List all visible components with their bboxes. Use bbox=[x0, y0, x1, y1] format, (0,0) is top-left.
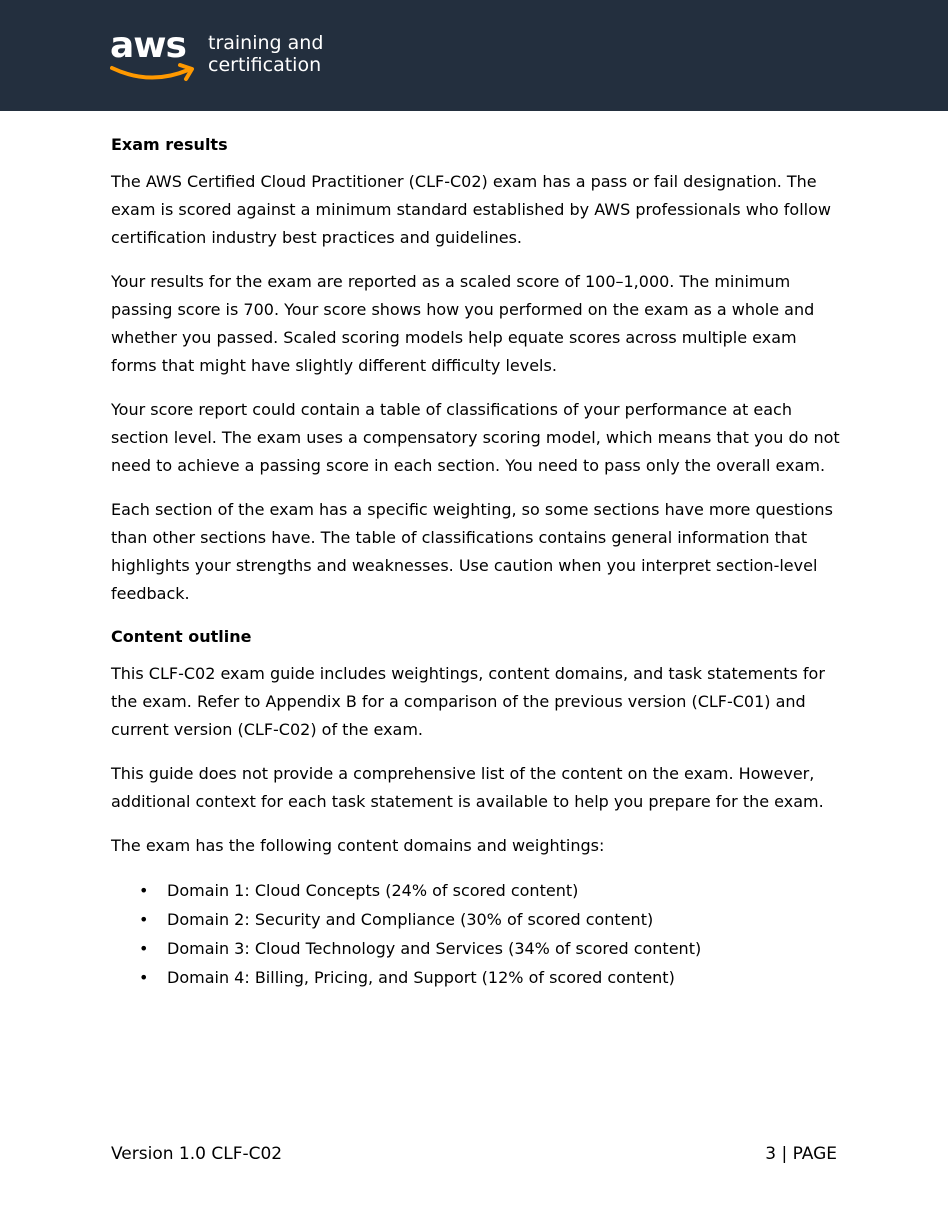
aws-logo-text: aws bbox=[110, 25, 186, 66]
logo-tagline-line1: training and bbox=[208, 32, 324, 54]
exam-results-paragraph: Each section of the exam has a specific weighting, so some sections have more questions than other sections have. The table of classifications contains general information that highlights your strengths and weaknesses. Use caution when you interpret section-level feedback. bbox=[111, 500, 833, 603]
bullet-icon: • bbox=[139, 910, 149, 929]
logo-tagline bbox=[208, 32, 323, 76]
domain-list bbox=[111, 876, 841, 992]
exam-results-paragraph: Your score report could contain a table of classifications of your performance at each section level. The exam uses a compensatory scoring model, which means that you do not need to achieve a passing score in each section. You need to pass only the overall exam. bbox=[111, 400, 840, 475]
bullet-icon: • bbox=[139, 881, 149, 900]
domain-list-item bbox=[139, 934, 841, 963]
bullet-icon: • bbox=[139, 939, 149, 958]
content-outline-paragraph: The exam has the following content domains and weightings: bbox=[111, 836, 605, 855]
document-body bbox=[111, 132, 841, 992]
domain-label: Domain 2: Security and Compliance (30% of scored content) bbox=[167, 910, 654, 929]
logo-tagline-line2: certification bbox=[208, 54, 322, 76]
domain-label: Domain 3: Cloud Technology and Services (34% of scored content) bbox=[167, 939, 702, 958]
footer-page-number: 3 | PAGE bbox=[765, 1144, 837, 1164]
bullet-icon: • bbox=[139, 968, 149, 987]
domain-list-item bbox=[139, 963, 841, 992]
aws-smile-icon bbox=[110, 62, 200, 86]
domain-label: Domain 1: Cloud Concepts (24% of scored content) bbox=[167, 881, 579, 900]
header-bar bbox=[0, 0, 948, 111]
domain-list-item bbox=[139, 876, 841, 905]
domain-label: Domain 4: Billing, Pricing, and Support (12% of scored content) bbox=[167, 968, 675, 987]
exam-results-paragraph: The AWS Certified Cloud Practitioner (CLF-C02) exam has a pass or fail designation. The exam is scored against a minimum standard established by AWS professionals who follow certification industry best practices and guidelines. bbox=[111, 172, 831, 247]
exam-results-paragraph: Your results for the exam are reported as a scaled score of 100–1,000. The minimum passing score is 700. Your score shows how you performed on the exam as a whole and whether you passed. Scaled scoring models help equate scores across multiple exam forms that might have slightly different difficulty levels. bbox=[111, 272, 815, 375]
content-outline-heading: Content outline bbox=[111, 627, 252, 646]
aws-training-logo bbox=[110, 26, 350, 86]
domain-list-item bbox=[139, 905, 841, 934]
content-outline-paragraph: This guide does not provide a comprehensive list of the content on the exam. However, additional context for each task statement is available to help you prepare for the exam. bbox=[111, 764, 824, 811]
content-outline-paragraph: This CLF-C02 exam guide includes weightings, content domains, and task statements for the exam. Refer to Appendix B for a comparison of the previous version (CLF-C01) and current version (CLF-C02) of the exam. bbox=[111, 664, 825, 739]
exam-results-heading: Exam results bbox=[111, 135, 228, 154]
footer-version: Version 1.0 CLF-C02 bbox=[111, 1144, 283, 1164]
